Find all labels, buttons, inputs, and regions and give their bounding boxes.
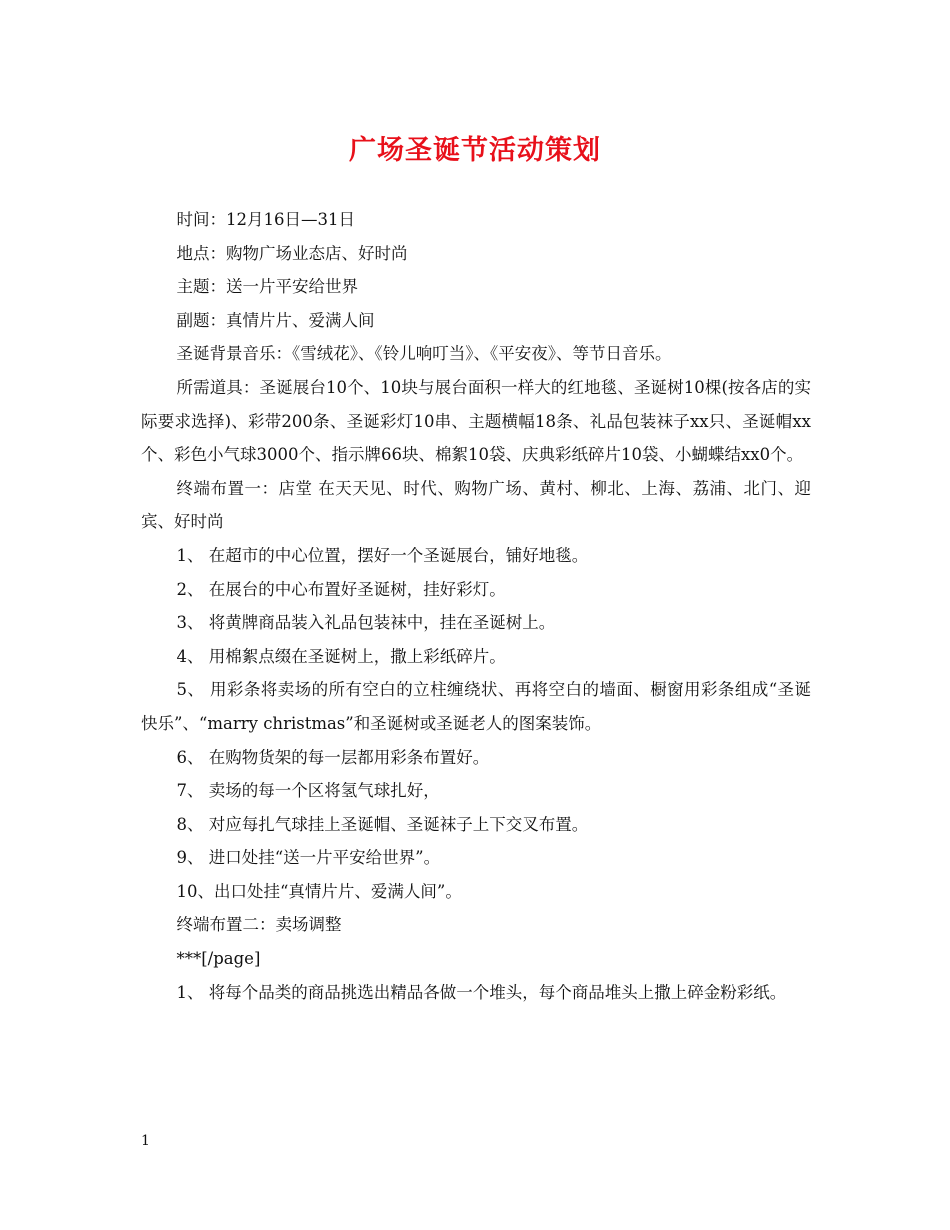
paragraph-location: 地点：购物广场业态店、好时尚: [176, 243, 408, 263]
document-body: [141, 203, 811, 1009]
paragraph-time: 时间：12月16日—31日: [176, 210, 355, 229]
list-item: 8、 对应每扎气球挂上圣诞帽、圣诞袜子上下交叉布置。: [176, 814, 589, 834]
page-number: 1: [141, 1133, 150, 1149]
list-item: 1、 在超市的中心位置，摆好一个圣诞展台，铺好地毯。: [176, 545, 589, 565]
list-item: 10、出口处挂“真情片片、爱满人间”。: [176, 881, 462, 901]
document-title: 广场圣诞节活动策划: [349, 135, 601, 166]
paragraph-theme: 主题：送一片平安给世界: [176, 277, 358, 297]
paragraph-layout-two: 终端布置二：卖场调整: [176, 915, 342, 935]
list-item: 3、 将黄牌商品装入礼品包装袜中，挂在圣诞树上。: [176, 613, 556, 633]
paragraph-props: 所需道具：圣诞展台10个、10块与展台面积一样大的红地毯、圣诞树10棵(按各店的实际要求选择)、彩带200条、圣诞彩灯10串、主题横幅18条、礼品包装袜子xx只、圣诞帽xx个、彩色小气球3000个、指示牌66块、棉絮10袋、庆典彩纸碎片10袋、小蝴蝶结xx0个。: [141, 377, 811, 465]
list-item: 4、 用棉絮点缀在圣诞树上，撒上彩纸碎片。: [176, 646, 506, 666]
list-item: 7、 卖场的每一个区将氢气球扎好，: [176, 781, 440, 801]
list-item: 5、 用彩条将卖场的所有空白的立柱缠绕状、再将空白的墙面、橱窗用彩条组成“圣诞快乐”、“marry christmas”和圣诞树或圣诞老人的图案装饰。: [141, 680, 811, 733]
paragraph-layout-one: 终端布置一：店堂 在天天见、时代、购物广场、黄村、柳北、上海、荔浦、北门、迎宾、好时尚: [141, 478, 811, 532]
paragraph-music: 圣诞背景音乐：《雪绒花》、《铃儿响叮当》、《平安夜》、等节日音乐。: [176, 344, 672, 364]
list-item: 1、 将每个品类的商品挑选出精品各做一个堆头，每个商品堆头上撒上碎金粉彩纸。: [176, 982, 787, 1002]
paragraph-subtheme: 副题：真情片片、爱满人间: [176, 310, 375, 330]
list-item: 2、 在展台的中心布置好圣诞树，挂好彩灯。: [176, 579, 506, 599]
list-item: 9、 进口处挂“送一片平安给世界”。: [176, 848, 441, 868]
list-item: 6、 在购物货架的每一层都用彩条布置好。: [176, 747, 490, 767]
page-marker: ***[/page]: [176, 949, 261, 969]
